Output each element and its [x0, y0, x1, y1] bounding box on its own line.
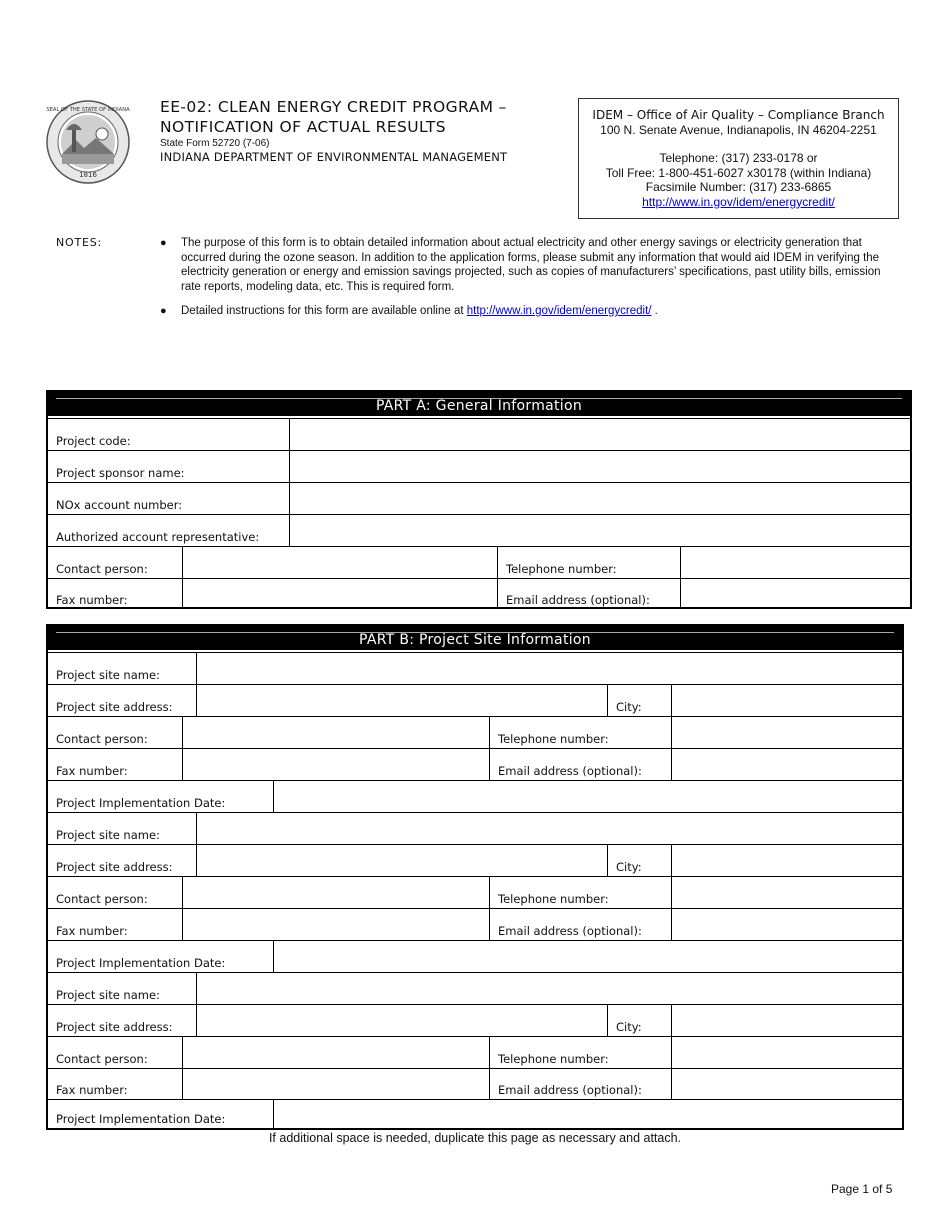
- form-row: [48, 450, 910, 482]
- fax-label: Fax number:: [56, 1083, 128, 1097]
- impl-date-field[interactable]: [273, 781, 902, 812]
- office-telephone: Telephone: (317) 233-0178 or: [659, 151, 818, 165]
- form-row: [48, 684, 902, 716]
- email-label: Email address (optional):: [506, 593, 650, 607]
- email-field[interactable]: [671, 749, 902, 780]
- site-address-field[interactable]: [196, 845, 608, 876]
- form-title-line1: EE-02: CLEAN ENERGY CREDIT PROGRAM –: [160, 98, 507, 116]
- department-name: INDIANA DEPARTMENT OF ENVIRONMENTAL MANAGEMENT: [160, 150, 508, 164]
- site-name-field[interactable]: [196, 973, 902, 1004]
- contact-person-field[interactable]: [182, 547, 498, 578]
- part-b-header: [48, 626, 902, 650]
- city-label: City:: [616, 1020, 642, 1034]
- additional-space-note: If additional space is needed, duplicate this page as necessary and attach.: [268, 1131, 682, 1145]
- form-row: [48, 1068, 902, 1099]
- city-label: City:: [616, 700, 642, 714]
- notes-label: NOTES:: [56, 236, 103, 249]
- indiana-state-seal: [46, 100, 130, 184]
- telephone-field[interactable]: [680, 547, 910, 578]
- form-row: [48, 812, 902, 844]
- contact-person-field[interactable]: [182, 717, 490, 748]
- contact-person-field[interactable]: [182, 1037, 490, 1068]
- contact-person-field[interactable]: [182, 877, 490, 908]
- nox-account-field[interactable]: [289, 483, 910, 514]
- form-title-line2: NOTIFICATION OF ACTUAL RESULTS: [160, 118, 447, 136]
- impl-date-field[interactable]: [273, 1100, 902, 1128]
- form-row: [48, 514, 910, 546]
- form-row: [48, 482, 910, 514]
- site-name-label: Project site name:: [56, 988, 160, 1002]
- email-label: Email address (optional):: [498, 1083, 642, 1097]
- email-label: Email address (optional):: [498, 924, 642, 938]
- office-address: 100 N. Senate Avenue, Indianapolis, IN 46204-2251: [600, 122, 877, 137]
- energycredit-link[interactable]: http://www.in.gov/idem/energycredit/: [642, 194, 835, 209]
- email-field[interactable]: [680, 579, 910, 609]
- fax-field[interactable]: [182, 749, 490, 780]
- svg-text:1816: 1816: [79, 171, 97, 179]
- contact-person-label: Contact person:: [56, 732, 148, 746]
- email-field[interactable]: [671, 1069, 902, 1099]
- email-label: Email address (optional):: [498, 764, 642, 778]
- form-row: [48, 972, 902, 1004]
- form-row: [48, 418, 910, 450]
- form-row: [48, 1036, 902, 1068]
- site-name-field[interactable]: [196, 813, 902, 844]
- contact-person-label: Contact person:: [56, 1052, 148, 1066]
- idem-contact-box: [578, 98, 899, 219]
- impl-date-label: Project Implementation Date:: [56, 1112, 226, 1126]
- site-name-field[interactable]: [196, 653, 902, 684]
- site-address-label: Project site address:: [56, 1020, 173, 1034]
- telephone-label: Telephone number:: [498, 732, 609, 746]
- impl-date-field[interactable]: [273, 941, 902, 972]
- site-address-field[interactable]: [196, 685, 608, 716]
- city-field[interactable]: [671, 1005, 902, 1036]
- form-row: [48, 652, 902, 684]
- telephone-field[interactable]: [671, 717, 902, 748]
- form-title-block: [160, 97, 570, 165]
- part-b-title: PART B: Project Site Information: [359, 632, 591, 648]
- note-instructions-text: Detailed instructions for this form are available online at: [181, 305, 467, 317]
- email-field[interactable]: [671, 909, 902, 940]
- note-instructions: [181, 304, 891, 319]
- page-number: Page 1 of 5: [831, 1182, 893, 1196]
- fax-label: Fax number:: [56, 764, 128, 778]
- office-toll-free: Toll Free: 1-800-451-6027 x30178 (within Indiana): [605, 165, 872, 180]
- telephone-field[interactable]: [671, 1037, 902, 1068]
- site-name-label: Project site name:: [56, 828, 160, 842]
- nox-account-label: NOx account number:: [56, 498, 183, 512]
- site-address-label: Project site address:: [56, 700, 173, 714]
- site-address-label: Project site address:: [56, 860, 173, 874]
- project-code-field[interactable]: [289, 419, 910, 450]
- form-row: [48, 578, 910, 609]
- note-instructions-suffix: .: [651, 305, 658, 317]
- sponsor-name-field[interactable]: [289, 451, 910, 482]
- form-row: [48, 908, 902, 940]
- contact-person-label: Contact person:: [56, 892, 148, 906]
- city-field[interactable]: [671, 845, 902, 876]
- form-row: [48, 1099, 902, 1128]
- form-row: [48, 716, 902, 748]
- state-form-number: State Form 52720 (7-06): [160, 138, 270, 149]
- office-fax: Facsimile Number: (317) 233-6865: [645, 180, 832, 194]
- sponsor-name-label: Project sponsor name:: [56, 466, 185, 480]
- part-a-header: [48, 392, 910, 416]
- part-b-project-site-information: [46, 624, 904, 1130]
- telephone-label: Telephone number:: [498, 892, 609, 906]
- bullet-icon: ●: [160, 305, 167, 317]
- svg-text:SEAL OF THE STATE OF INDIANA: SEAL OF THE STATE OF INDIANA: [46, 107, 130, 113]
- office-name: IDEM – Office of Air Quality – Compliance Branch: [592, 108, 885, 122]
- form-row: [48, 748, 902, 780]
- part-a-general-information: [46, 390, 912, 609]
- impl-date-label: Project Implementation Date:: [56, 956, 226, 970]
- fax-field[interactable]: [182, 909, 490, 940]
- instructions-link[interactable]: http://www.in.gov/idem/energycredit/: [466, 305, 652, 317]
- fax-label: Fax number:: [56, 593, 128, 607]
- city-field[interactable]: [671, 685, 902, 716]
- form-row: [48, 546, 910, 578]
- fax-label: Fax number:: [56, 924, 128, 938]
- fax-field[interactable]: [182, 1069, 490, 1099]
- fax-field[interactable]: [182, 579, 498, 609]
- project-code-label: Project code:: [56, 434, 131, 448]
- site-address-field[interactable]: [196, 1005, 608, 1036]
- impl-date-label: Project Implementation Date:: [56, 796, 226, 810]
- form-row: [48, 844, 902, 876]
- telephone-label: Telephone number:: [498, 1052, 609, 1066]
- form-row: [48, 940, 902, 972]
- city-label: City:: [616, 860, 642, 874]
- form-row: [48, 780, 902, 812]
- form-row: [48, 1004, 902, 1036]
- authorized-rep-field[interactable]: [289, 515, 910, 546]
- site-name-label: Project site name:: [56, 668, 160, 682]
- telephone-label: Telephone number:: [506, 562, 617, 576]
- bullet-icon: ●: [160, 237, 167, 249]
- contact-person-label: Contact person:: [56, 562, 148, 576]
- authorized-rep-label: Authorized account representative:: [56, 530, 260, 544]
- form-row: [48, 876, 902, 908]
- part-a-title: PART A: General Information: [375, 398, 583, 414]
- telephone-field[interactable]: [671, 877, 902, 908]
- note-purpose: The purpose of this form is to obtain detailed information about actual electricity and other energy savings or electricity generation that occurred during the ozone season. In addition to the application forms, please submit any information that would aid IDEM in verifying the electricity generation or energy and emission savings projected, such as copies of manufacturers’ specifications, past utility bills, emission rate reports, modeling data, etc. This is required form.: [181, 237, 881, 293]
